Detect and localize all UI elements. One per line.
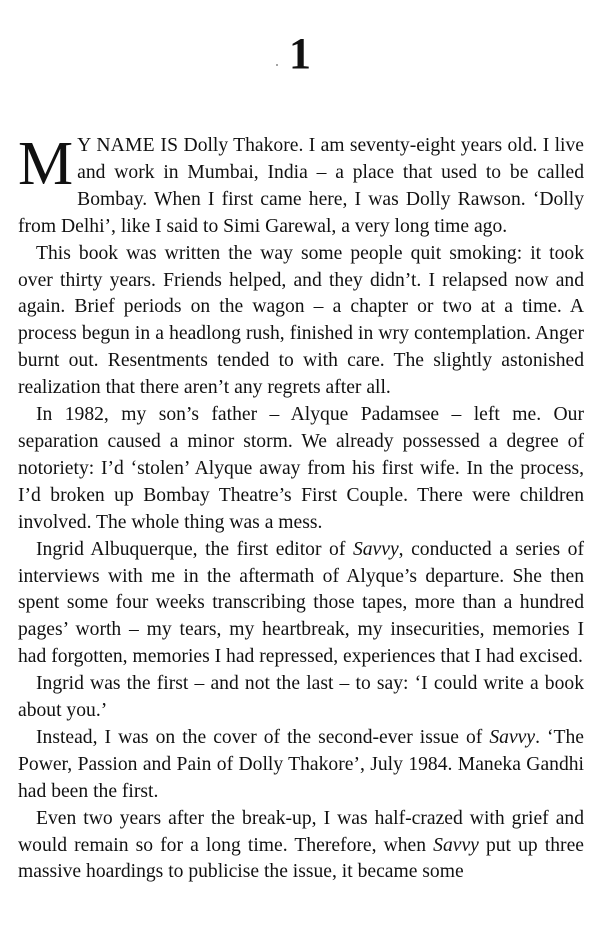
paragraph-3: In 1982, my son’s father – Alyque Padamsee – left me. Our separation caused a minor storm. We already possessed a degree of notoriety: I’d ‘stolen’ Alyque away from his first wife. In the process, I’d broken up Bombay Theatre’s First Couple. There were children involved. The whole thing was a mess. (18, 404, 584, 533)
paragraph-2: This book was written the way some people quit smoking: it took over thirty years. Friends helped, and they didn’t. I relapsed now and again. Brief periods on the wagon – a chapter or two at a time. A process begun in a headlong rush, finished in wry contemplation. Anger burnt out. Resentments tended to with care. The slightly astonished realization that there aren’t any regrets after all. (18, 242, 584, 399)
opening-small-caps: Y NAME IS (77, 135, 179, 156)
paragraph-7-text-before: Even two years after the break-up, I was half-crazed with grief and would remain so for a long time. Therefore, when (18, 807, 584, 856)
paragraph-6 (18, 725, 584, 806)
chapter-number (0, 30, 600, 78)
chapter-body (18, 130, 584, 886)
magazine-title: Savvy (352, 538, 399, 560)
paragraph-7-text-after: put up three massive hoardings to publicise the issue, it became some (18, 834, 584, 883)
paragraph-1 (18, 130, 584, 241)
paragraph-4 (18, 537, 584, 672)
magazine-title: Savvy (489, 726, 536, 748)
paragraph-6-text-after: . ‘The Power, Passion and Pain of Dolly Thakore’, July 1984. Maneka Gandhi had been the first. (18, 726, 584, 802)
paragraph-4-text-after: , conducted a series of interviews with me in the aftermath of Alyque’s departure. She then spent some four weeks transcribing those tapes, more than a hundred pages’ worth – my tears, my heartbreak, my insecurities, memories I had forgotten, memories I had repressed, experiences that I had excised. (18, 538, 584, 668)
paragraph-5: Ingrid was the first – and not the last – to say: ‘I could write a book about you.’ (18, 673, 584, 722)
ink-speck (276, 64, 278, 66)
drop-cap: M (18, 130, 74, 198)
chapter-number-text: 1 (289, 29, 311, 78)
magazine-title: Savvy (433, 834, 479, 856)
paragraph-6-text-before: Instead, I was on the cover of the second-ever issue of (36, 726, 490, 748)
paragraph-4-text-before: Ingrid Albuquerque, the first editor of (36, 538, 353, 560)
paragraph-1-text: Dolly Thakore. I am seventy-eight years old. I live and work in Mumbai, India – a place that used to be called Bombay. When I first came here, I was Dolly Rawson. ‘Dolly from Delhi’, like I said to Simi Garewal, a very long time ago. (18, 135, 584, 237)
paragraph-7 (18, 806, 584, 887)
